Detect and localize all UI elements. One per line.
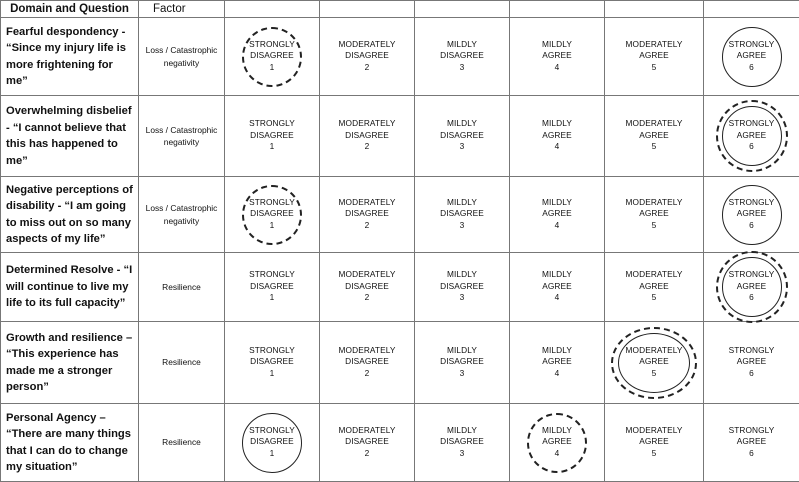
option-cell[interactable]	[704, 96, 799, 177]
option-label: MILDLY DISAGREE	[440, 197, 484, 220]
option-number: 4	[542, 368, 572, 380]
option-number: 1	[249, 141, 295, 153]
option-number: 5	[626, 448, 683, 460]
option-label: MILDLY DISAGREE	[440, 425, 484, 448]
option-text	[626, 269, 683, 304]
blank-header	[320, 1, 415, 18]
factor-cell: Resilience	[139, 404, 225, 482]
option-label: MILDLY AGREE	[542, 39, 572, 62]
question-cell: Fearful despondency - “Since my injury life is more frightening for me”	[1, 18, 139, 96]
option-label: MODERATELY DISAGREE	[339, 425, 396, 448]
option-cell[interactable]	[320, 253, 415, 322]
factor-header: Factor	[139, 1, 225, 18]
option-text	[626, 425, 683, 460]
option-text	[729, 425, 775, 460]
option-label: MODERATELY AGREE	[626, 269, 683, 292]
option-label: STRONGLY AGREE	[729, 425, 775, 448]
option-cell[interactable]	[510, 18, 605, 96]
option-number: 6	[729, 448, 775, 460]
option-number: 1	[249, 220, 295, 232]
blank-header	[704, 1, 799, 18]
question-cell: Growth and resilience – “This experience has made me a stronger person”	[1, 322, 139, 404]
blank-header	[510, 1, 605, 18]
option-number: 3	[440, 368, 484, 380]
option-label: STRONGLY DISAGREE	[249, 269, 295, 292]
option-label: STRONGLY AGREE	[729, 197, 775, 220]
option-label: MODERATELY DISAGREE	[339, 345, 396, 368]
table-body	[1, 18, 799, 482]
option-text	[440, 118, 484, 153]
option-cell[interactable]	[415, 96, 510, 177]
option-text	[249, 425, 295, 460]
option-text	[542, 425, 572, 460]
option-label: STRONGLY DISAGREE	[249, 118, 295, 141]
option-cell[interactable]	[704, 404, 799, 482]
factor-cell: Loss / Catastrophic negativity	[139, 18, 225, 96]
option-label: STRONGLY DISAGREE	[249, 345, 295, 368]
option-label: STRONGLY DISAGREE	[249, 39, 295, 62]
option-text	[339, 118, 396, 153]
option-number: 3	[440, 448, 484, 460]
option-cell[interactable]	[225, 322, 320, 404]
option-text	[729, 197, 775, 232]
option-number: 1	[249, 292, 295, 304]
option-number: 4	[542, 141, 572, 153]
option-label: STRONGLY AGREE	[729, 345, 775, 368]
option-cell[interactable]	[320, 404, 415, 482]
table-row	[1, 18, 799, 96]
option-number: 2	[339, 62, 396, 74]
option-number: 5	[626, 141, 683, 153]
question-cell: Determined Resolve - “I will continue to live my life to its full capacity”	[1, 253, 139, 322]
option-number: 6	[729, 220, 775, 232]
option-number: 2	[339, 368, 396, 380]
option-cell[interactable]	[510, 322, 605, 404]
question-cell: Personal Agency – “There are many things that I can do to change my situation”	[1, 404, 139, 482]
option-cell[interactable]	[320, 322, 415, 404]
domain-header: Domain and Question	[1, 1, 139, 18]
option-text	[542, 39, 572, 74]
option-number: 5	[626, 368, 683, 380]
option-cell[interactable]	[225, 18, 320, 96]
option-text	[249, 39, 295, 74]
question-cell: Overwhelming disbelief - “I cannot believe that this has happened to me”	[1, 96, 139, 177]
option-label: MODERATELY AGREE	[626, 345, 683, 368]
option-text	[626, 345, 683, 380]
factor-cell: Loss / Catastrophic negativity	[139, 96, 225, 177]
option-cell[interactable]	[320, 96, 415, 177]
option-text	[626, 118, 683, 153]
option-number: 5	[626, 62, 683, 74]
option-label: MILDLY AGREE	[542, 269, 572, 292]
option-cell[interactable]	[225, 404, 320, 482]
option-number: 4	[542, 448, 572, 460]
option-text	[339, 269, 396, 304]
option-text	[249, 345, 295, 380]
option-text	[249, 269, 295, 304]
option-cell[interactable]	[605, 253, 704, 322]
option-cell[interactable]	[225, 177, 320, 253]
option-text	[440, 345, 484, 380]
option-number: 6	[729, 62, 775, 74]
option-text	[440, 269, 484, 304]
option-cell[interactable]	[510, 253, 605, 322]
option-text	[626, 197, 683, 232]
option-number: 4	[542, 62, 572, 74]
option-label: MODERATELY DISAGREE	[339, 39, 396, 62]
option-cell[interactable]	[320, 18, 415, 96]
option-label: STRONGLY AGREE	[729, 39, 775, 62]
option-cell[interactable]	[605, 177, 704, 253]
option-number: 5	[626, 220, 683, 232]
option-text	[339, 425, 396, 460]
option-text	[729, 118, 775, 153]
option-number: 6	[729, 141, 775, 153]
option-text	[542, 197, 572, 232]
option-label: MODERATELY AGREE	[626, 425, 683, 448]
option-label: MILDLY AGREE	[542, 425, 572, 448]
factor-cell: Loss / Catastrophic negativity	[139, 177, 225, 253]
blank-header	[415, 1, 510, 18]
option-number: 4	[542, 220, 572, 232]
option-label: MODERATELY DISAGREE	[339, 197, 396, 220]
table-row	[1, 177, 799, 253]
option-text	[542, 118, 572, 153]
option-number: 2	[339, 448, 396, 460]
option-text	[339, 197, 396, 232]
option-number: 6	[729, 368, 775, 380]
option-number: 3	[440, 220, 484, 232]
blank-header	[605, 1, 704, 18]
option-number: 2	[339, 141, 396, 153]
option-label: STRONGLY AGREE	[729, 269, 775, 292]
option-cell[interactable]	[415, 404, 510, 482]
question-cell: Negative perceptions of disability - “I am going to miss out on so many aspects of my life”	[1, 177, 139, 253]
option-label: MILDLY AGREE	[542, 197, 572, 220]
table-row	[1, 404, 799, 482]
option-text	[542, 269, 572, 304]
option-cell[interactable]	[415, 18, 510, 96]
option-cell[interactable]	[605, 322, 704, 404]
option-cell[interactable]	[320, 177, 415, 253]
option-number: 3	[440, 62, 484, 74]
option-cell[interactable]	[704, 18, 799, 96]
option-cell[interactable]	[704, 322, 799, 404]
option-label: MILDLY DISAGREE	[440, 39, 484, 62]
option-text	[249, 118, 295, 153]
option-cell[interactable]	[225, 96, 320, 177]
option-number: 2	[339, 220, 396, 232]
option-text	[339, 345, 396, 380]
option-cell[interactable]	[510, 177, 605, 253]
option-text	[729, 39, 775, 74]
option-label: STRONGLY AGREE	[729, 118, 775, 141]
table-row	[1, 253, 799, 322]
header-row	[1, 1, 799, 18]
factor-cell: Resilience	[139, 322, 225, 404]
option-cell[interactable]	[704, 253, 799, 322]
option-number: 1	[249, 368, 295, 380]
option-text	[626, 39, 683, 74]
option-number: 1	[249, 448, 295, 460]
option-label: MODERATELY AGREE	[626, 197, 683, 220]
option-cell[interactable]	[605, 404, 704, 482]
option-label: MODERATELY AGREE	[626, 39, 683, 62]
option-cell[interactable]	[704, 177, 799, 253]
blank-header	[225, 1, 320, 18]
option-cell[interactable]	[605, 18, 704, 96]
option-label: MODERATELY DISAGREE	[339, 118, 396, 141]
option-cell[interactable]	[415, 253, 510, 322]
option-text	[339, 39, 396, 74]
option-text	[729, 345, 775, 380]
option-number: 4	[542, 292, 572, 304]
table-row	[1, 96, 799, 177]
option-number: 1	[249, 62, 295, 74]
option-number: 3	[440, 292, 484, 304]
option-cell[interactable]	[225, 253, 320, 322]
table-row	[1, 322, 799, 404]
option-text	[440, 425, 484, 460]
option-cell[interactable]	[415, 322, 510, 404]
option-label: MODERATELY AGREE	[626, 118, 683, 141]
option-label: MILDLY AGREE	[542, 118, 572, 141]
option-cell[interactable]	[415, 177, 510, 253]
option-text	[440, 39, 484, 74]
option-cell[interactable]	[510, 404, 605, 482]
option-number: 6	[729, 292, 775, 304]
option-text	[729, 269, 775, 304]
option-cell[interactable]	[605, 96, 704, 177]
option-label: MILDLY AGREE	[542, 345, 572, 368]
factor-cell: Resilience	[139, 253, 225, 322]
option-text	[440, 197, 484, 232]
option-label: STRONGLY DISAGREE	[249, 197, 295, 220]
option-number: 2	[339, 292, 396, 304]
option-text	[249, 197, 295, 232]
option-cell[interactable]	[510, 96, 605, 177]
option-label: MODERATELY DISAGREE	[339, 269, 396, 292]
option-label: STRONGLY DISAGREE	[249, 425, 295, 448]
option-number: 5	[626, 292, 683, 304]
option-number: 3	[440, 141, 484, 153]
option-label: MILDLY DISAGREE	[440, 269, 484, 292]
option-text	[542, 345, 572, 380]
option-label: MILDLY DISAGREE	[440, 118, 484, 141]
option-label: MILDLY DISAGREE	[440, 345, 484, 368]
